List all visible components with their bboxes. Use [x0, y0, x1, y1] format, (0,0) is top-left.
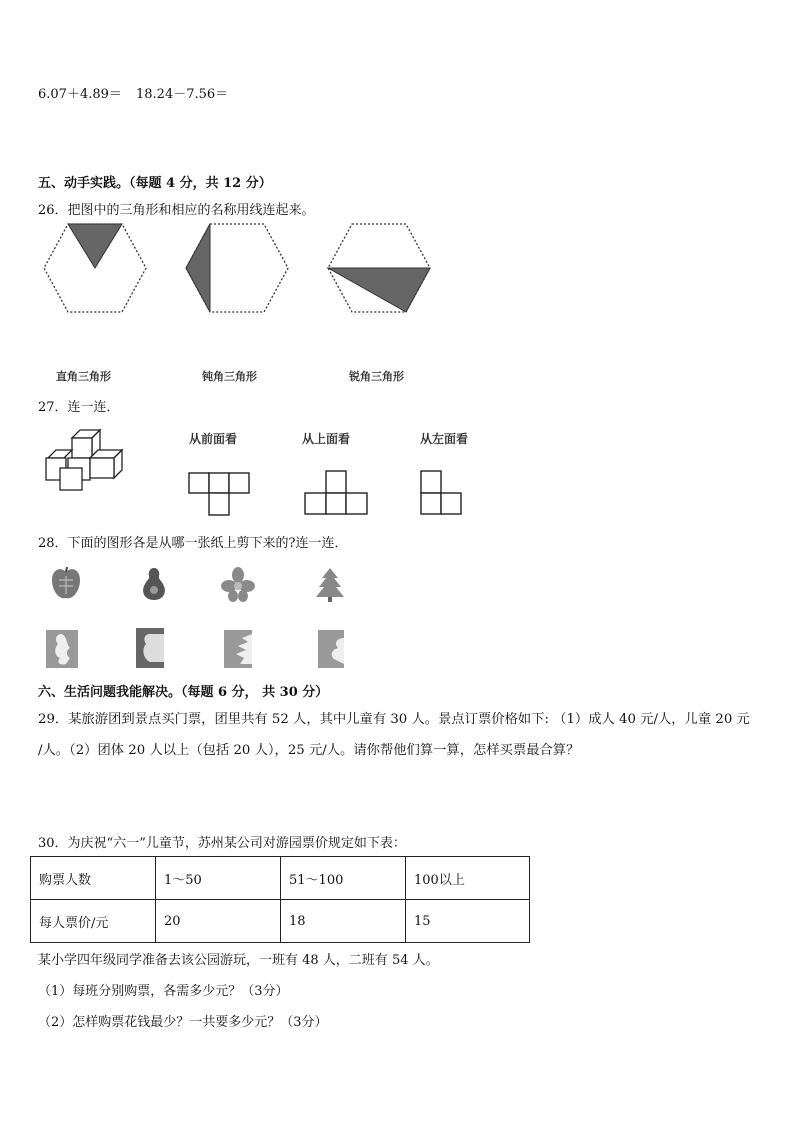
calc-expression-2: 18.24－7.56＝ [136, 87, 229, 102]
table-cell: 20 [156, 900, 281, 943]
section-5-heading: 五、动手实践。（每题 4 分，共 12 分） [38, 176, 272, 191]
table-cell: 51～100 [281, 857, 406, 900]
paper-a-cutout [44, 628, 80, 670]
cube-stack-figure [42, 428, 126, 496]
flower-cutout [220, 566, 256, 602]
section-6-heading: 六、生活问题我能解决。（每题 6 分， 共 30 分） [38, 685, 329, 700]
apple-cutout [50, 566, 82, 602]
calc-expression-1: 6.07＋4.89＝ [38, 87, 122, 102]
q29-line-2: /人。（2）团体 20 人以上（包括 20 人），25 元/人。请你帮他们算一算，怎样买票最合算？ [38, 743, 580, 758]
table-row [31, 857, 530, 900]
label-acute-triangle: 锐角三角形 [349, 370, 404, 383]
tree-cutout [314, 566, 346, 604]
table-cell: 购票人数 [31, 857, 156, 900]
view-shape-l [420, 470, 464, 516]
view-label-front: 从前面看 [189, 432, 238, 446]
ticket-price-table [30, 856, 530, 943]
q27-text: 27．连一连． [38, 400, 120, 415]
table-cell: 15 [406, 900, 530, 943]
hexagon-obtuse-triangle-figure [182, 222, 292, 314]
q30-text: 30．为庆祝“六一”儿童节，苏州某公司对游园票价规定如下表： [38, 836, 406, 851]
paper-c-cutout [222, 628, 254, 670]
view-label-top: 从上面看 [302, 432, 351, 446]
view-label-left: 从左面看 [420, 432, 469, 446]
q30-sub-question-1: （1）每班分别购票，各需多少元？（3分） [38, 984, 289, 999]
view-shape-t [188, 472, 250, 518]
table-cell: 1～50 [156, 857, 281, 900]
label-obtuse-triangle: 钝角三角形 [202, 370, 257, 383]
q28-text: 28．下面的图形各是从哪一张纸上剪下来的?连一连． [38, 536, 348, 551]
hexagon-right-triangle-figure [40, 222, 150, 314]
q26-text: 26．把图中的三角形和相应的名称用线连起来。 [38, 203, 315, 218]
hexagon-acute-triangle-figure [324, 222, 434, 314]
q30-sub-question-2: （2）怎样购票花钱最少？一共要多少元？（3分） [38, 1015, 328, 1030]
q29-line-1: 29．某旅游团到景点买门票，团里共有 52 人，其中儿童有 30 人。景点订票价格如下: （1）成人 40 元/人，儿童 20 元 [38, 712, 750, 727]
paper-b-cutout [134, 626, 166, 670]
label-right-triangle: 直角三角形 [56, 370, 111, 383]
paper-d-cutout [316, 628, 346, 670]
gourd-cutout [140, 566, 168, 602]
table-cell: 18 [281, 900, 406, 943]
table-cell: 每人票价/元 [31, 900, 156, 943]
view-shape-inverted-t [304, 470, 370, 516]
q30-description: 某小学四年级同学准备去该公园游玩，一班有 48 人，二班有 54 人。 [38, 953, 439, 968]
table-cell: 100以上 [406, 857, 530, 900]
table-row [31, 900, 530, 943]
